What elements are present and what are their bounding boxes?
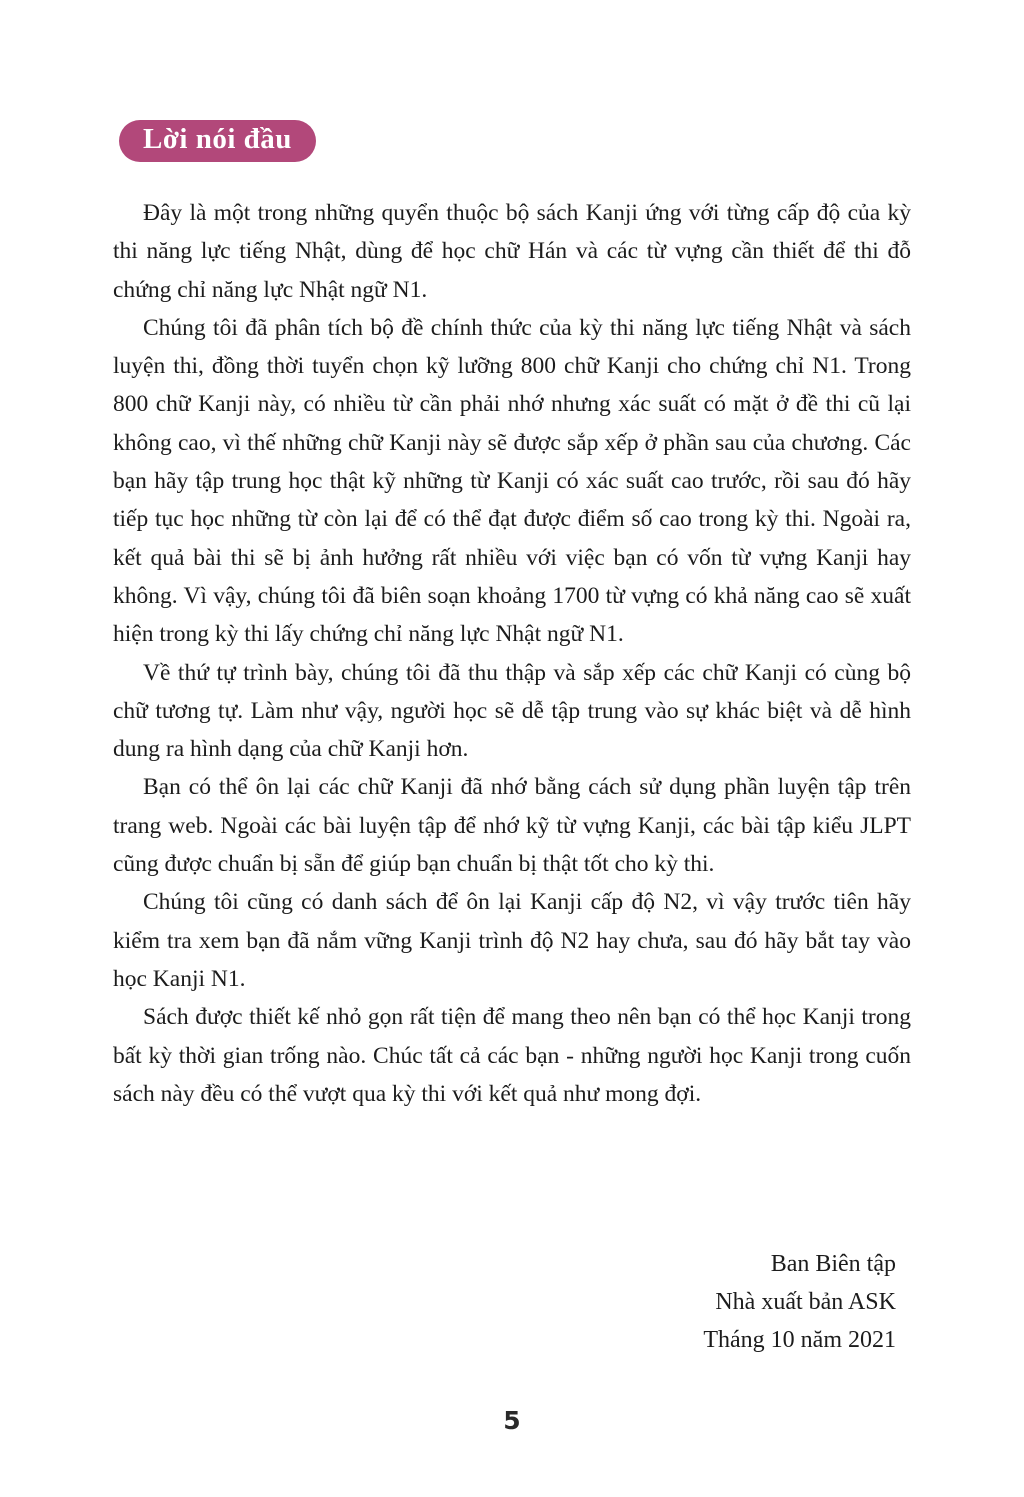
section-badge-label: Lời nói đầu xyxy=(143,123,292,155)
paragraph: Bạn có thể ôn lại các chữ Kanji đã nhớ bằng cách sử dụng phần luyện tập trên trang web. Ngoài các bài luyện tập để nhớ kỹ từ vựng Kanji, các bài tập kiểu JLPT cũng được chuẩn bị sẵn để giúp bạn chuẩn bị thật tốt cho kỳ thi. xyxy=(113,774,911,878)
paragraph: Đây là một trong những quyển thuộc bộ sách Kanji ứng với từng cấp độ của kỳ thi năng lực tiếng Nhật, dùng để học chữ Hán và các từ vựng cần thiết để thi đỗ chứng chỉ năng lực Nhật ngữ N1. xyxy=(113,200,911,303)
signature-block xyxy=(703,1245,896,1359)
page-number: 5 xyxy=(503,1406,521,1435)
signature-line-publisher: Nhà xuất bản ASK xyxy=(715,1289,896,1315)
paragraph: Chúng tôi đã phân tích bộ đề chính thức của kỳ thi năng lực tiếng Nhật và sách luyện thi, đồng thời tuyển chọn kỹ lưỡng 800 chữ Kanji cho chứng chỉ N1. Trong 800 chữ Kanji này, có nhiều từ cần phải nhớ nhưng xác suất có mặt ở đề thi cũ lại không cao, vì thế những chữ Kanji này sẽ được sắp xếp ở phần sau của chương. Các bạn hãy tập trung học thật kỹ những từ Kanji có xác suất cao trước, rồi sau đó hãy tiếp tục học những từ còn lại để có thể đạt được điểm số cao trong kỳ thi. Ngoài ra, kết quả bài thi sẽ bị ảnh hưởng rất nhiều với việc bạn có vốn từ vựng Kanji hay không. Vì vậy, chúng tôi đã biên soạn khoảng 1700 từ vựng có khả năng cao sẽ xuất hiện trong kỳ thi lấy chứng chỉ năng lực Nhật ngữ N1. xyxy=(113,314,911,648)
paragraph: Về thứ tự trình bày, chúng tôi đã thu thập và sắp xếp các chữ Kanji có cùng bộ chữ tương tự. Làm như vậy, người học sẽ dễ tập trung vào sự khác biệt và dễ hình dung ra hình dạng của chữ Kanji hơn. xyxy=(113,659,911,763)
section-badge xyxy=(119,120,316,162)
paragraph: Chúng tôi cũng có danh sách để ôn lại Kanji cấp độ N2, vì vậy trước tiên hãy kiểm tra xem bạn đã nắm vững Kanji trình độ N2 hay chưa, sau đó hãy bắt tay vào học Kanji N1. xyxy=(113,889,911,992)
signature-line-date: Tháng 10 năm 2021 xyxy=(703,1327,896,1353)
signature-line-editorial-board: Ban Biên tập xyxy=(770,1251,896,1277)
preface-body xyxy=(113,194,911,1113)
paragraph: Sách được thiết kế nhỏ gọn rất tiện để mang theo nên bạn có thể học Kanji trong bất kỳ thời gian trống nào. Chúc tất cả các bạn - những người học Kanji trong cuốn sách này đều có thể vượt qua kỳ thi với kết quả như mong đợi. xyxy=(113,1004,911,1107)
